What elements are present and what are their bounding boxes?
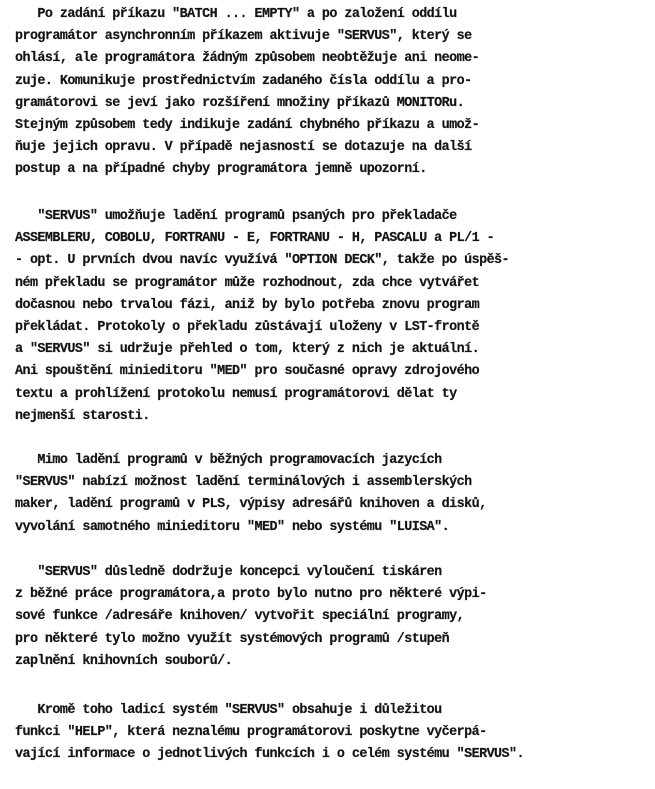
text-line: Stejným způsobem tedy indikuje zadání chybného příkazu a umož- xyxy=(0,117,480,133)
text-line: Kromě toho ladicí systém "SERVUS" obsahuje i důležitou xyxy=(0,703,442,718)
text-line: překládat. Protokoly o překladu zůstávají uloženy v LST-frontě xyxy=(0,319,480,335)
text-line: ASSEMBLERU, COBOLU, FORTRANU - E, FORTRANU - H, PASCALU a PL/1 - xyxy=(0,231,495,247)
text-line: gramátorovi se jeví jako rozšíření množiny příkazů MONITORu. xyxy=(0,95,465,111)
text-line: sové funkce /adresáře knihoven/ vytvořit speciální programy, xyxy=(0,609,465,625)
paragraph-batch-empty xyxy=(0,4,479,182)
text-line: ném překladu se programátor může rozhodnout, zda chce vytvářet xyxy=(0,275,480,291)
text-line: Po zadání příkazu "BATCH ... EMPTY" a po založení oddílu xyxy=(0,7,457,22)
text-line: zuje. Komunikuje prostřednictvím zadaného čísla oddílu a pro- xyxy=(0,73,472,89)
paragraph-help xyxy=(0,700,524,767)
text-line: "SERVUS" důsledně dodržuje koncepci vyloučení tiskáren xyxy=(0,565,442,580)
paragraph-debugging-options xyxy=(0,450,487,539)
text-line: pro některé tylo možno využít systémových programů /stupeň xyxy=(0,631,450,647)
text-line: "SERVUS" umožňuje ladění programů psaných pro překladače xyxy=(0,209,457,224)
text-line: "SERVUS" nabízí možnost ladění terminálových i assemblerských xyxy=(0,475,472,491)
text-line: vyvolání samotného minieditoru "MED" nebo systému "LUISA". xyxy=(0,519,450,535)
text-line: z běžné práce programátora,a proto bylo nutno pro některé výpi- xyxy=(0,587,487,603)
text-line: Mimo ladění programů v běžných programovacích jazycích xyxy=(0,453,442,468)
text-line: dočasnou nebo trvalou fázi, aniž by bylo potřeba znovu program xyxy=(0,297,480,313)
text-line: maker, ladění programů v PLS, výpisy adresářů knihoven a disků, xyxy=(0,497,487,513)
text-line: zaplnění knihovních souborů/. xyxy=(0,653,233,669)
text-line: postup a na případné chyby programátora jemně upozorní. xyxy=(0,162,427,178)
text-line: vající informace o jednotlivých funkcích i o celém systému "SERVUS". xyxy=(0,747,524,763)
text-line: - opt. U prvních dvou navíc využívá "OPTION DECK", takže po úspěš- xyxy=(0,253,510,269)
text-line: textu a prohlížení protokolu nemusí programátorovi dělat ty xyxy=(0,386,457,402)
text-line: Ani spouštění minieditoru "MED" pro současné opravy zdrojového xyxy=(0,364,480,380)
text-line: funkci "HELP", která neznalému programátorovi poskytne vyčerpá- xyxy=(0,725,487,741)
paragraph-printers xyxy=(0,562,487,673)
text-line: ohlásí, ale programátora žádným způsobem neobtěžuje ani neome- xyxy=(0,51,480,67)
text-line: nejmenší starosti. xyxy=(0,408,150,424)
text-line: programátor asynchronním příkazem aktivuje "SERVUS", který se xyxy=(0,29,472,45)
text-line: a "SERVUS" si udržuje přehled o tom, který z nich je aktuální. xyxy=(0,342,480,358)
paragraph-compilers xyxy=(0,206,509,428)
text-line: ňuje jejich opravu. V případě nejasností se dotazuje na další xyxy=(0,140,472,156)
